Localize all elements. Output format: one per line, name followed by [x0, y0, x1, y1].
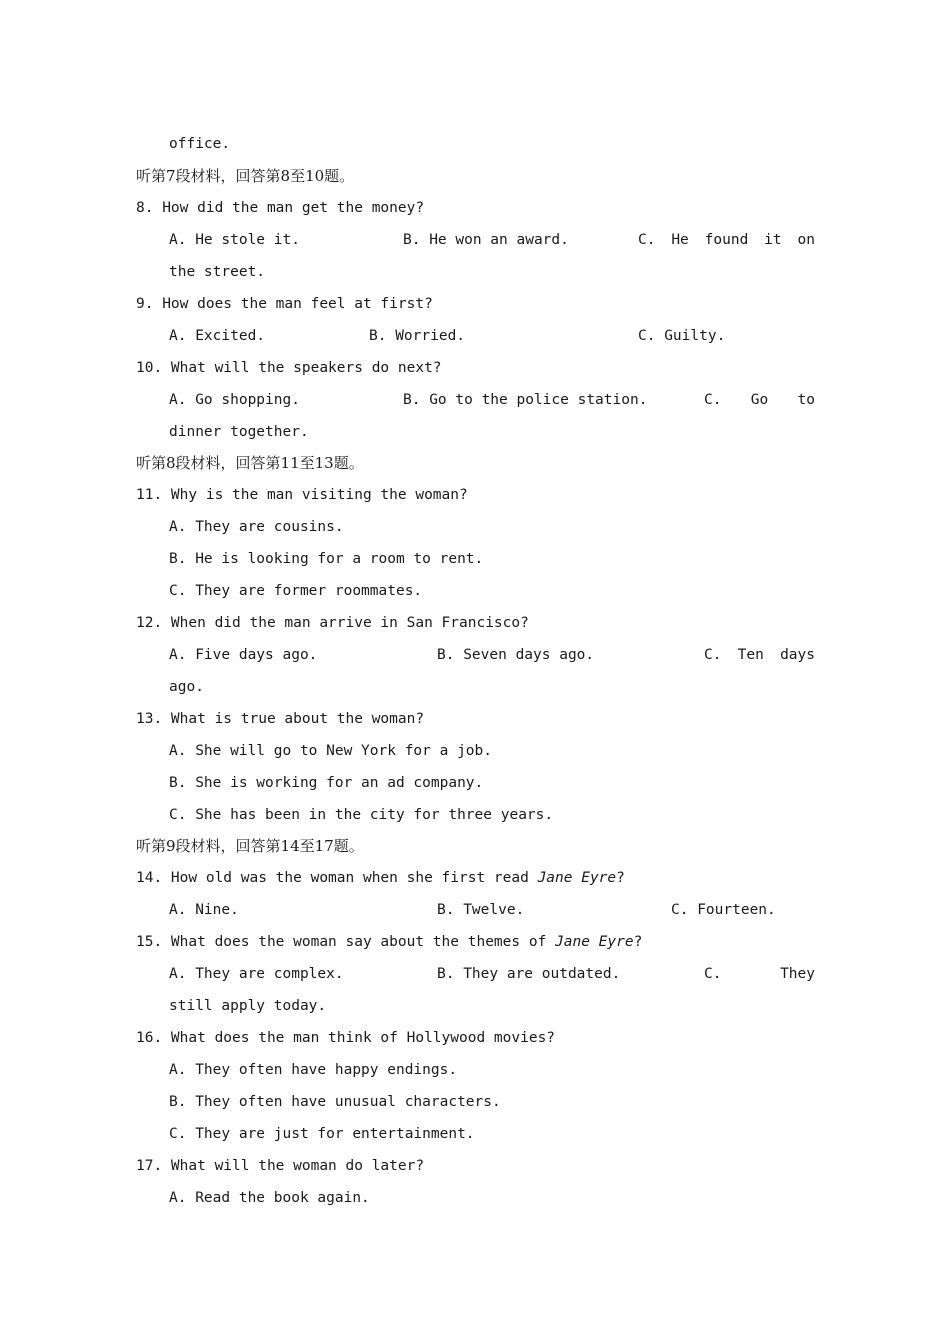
option-b: B. Worried. [369, 328, 466, 344]
option-a: A. Go shopping. [169, 392, 300, 408]
option-c: C. She has been in the city for three years. [169, 807, 554, 823]
question-14: 14. How old was the woman when she first read Jane Eyre? [136, 870, 625, 886]
option-a: A. Five days ago. [169, 647, 318, 663]
option-a: A. They are complex. [169, 966, 344, 982]
question-9-options [169, 320, 815, 352]
question-11: 11. Why is the man visiting the woman? [136, 487, 468, 503]
option-c: C. Go to [704, 392, 815, 408]
question-14-options [169, 894, 815, 926]
option-b: B. They often have unusual characters. [169, 1094, 501, 1110]
option-c: C. Ten days [704, 647, 815, 663]
option-b: B. They are outdated. [437, 966, 621, 982]
option-c: C. They [704, 966, 815, 982]
option-c: C. He found it on [638, 232, 815, 248]
option-b: B. He is looking for a room to rent. [169, 551, 484, 567]
option-b: B. Twelve. [437, 902, 525, 918]
option-b: B. Go to the police station. [403, 392, 648, 408]
question-10-options [169, 384, 815, 416]
question-15: 15. What does the woman say about the themes of Jane Eyre? [136, 934, 643, 950]
book-title: Jane Eyre [555, 934, 634, 950]
section-heading-7: 听第7段材料，回答第8至10题。 [136, 167, 355, 185]
question-12-options [169, 639, 815, 671]
option-b: B. Seven days ago. [437, 647, 595, 663]
option-a: A. He stole it. [169, 232, 300, 248]
option-c-continuation: the street. [169, 264, 266, 280]
option-a: A. Excited. [169, 328, 266, 344]
question-17: 17. What will the woman do later? [136, 1158, 425, 1174]
option-c: C. They are former roommates. [169, 583, 423, 599]
option-c-continuation: ago. [169, 679, 204, 695]
option-b: B. He won an award. [403, 232, 569, 248]
option-a: A. They are cousins. [169, 519, 344, 535]
question-8-options [169, 224, 815, 256]
question-12: 12. When did the man arrive in San Francisco? [136, 615, 529, 631]
option-a: A. Read the book again. [169, 1190, 370, 1206]
option-a: A. Nine. [169, 902, 239, 918]
question-10: 10. What will the speakers do next? [136, 360, 442, 376]
option-c: C. Guilty. [638, 328, 726, 344]
option-c: C. Fourteen. [671, 902, 776, 918]
question-8: 8. How did the man get the money? [136, 200, 425, 216]
option-b: B. She is working for an ad company. [169, 775, 484, 791]
question-13: 13. What is true about the woman? [136, 711, 425, 727]
option-c: C. They are just for entertainment. [169, 1126, 475, 1142]
question-15-options [169, 958, 815, 990]
section-heading-8: 听第8段材料，回答第11至13题。 [136, 454, 364, 472]
option-a: A. They often have happy endings. [169, 1062, 458, 1078]
book-title: Jane Eyre [537, 870, 617, 886]
section-heading-9: 听第9段材料，回答第14至17题。 [136, 837, 364, 855]
option-a: A. She will go to New York for a job. [169, 743, 493, 759]
question-16: 16. What does the man think of Hollywood movies? [136, 1030, 556, 1046]
continuation-text: office. [169, 136, 231, 152]
option-c-continuation: dinner together. [169, 424, 309, 440]
option-c-continuation: still apply today. [169, 998, 327, 1014]
question-9: 9. How does the man feel at first? [136, 296, 433, 312]
